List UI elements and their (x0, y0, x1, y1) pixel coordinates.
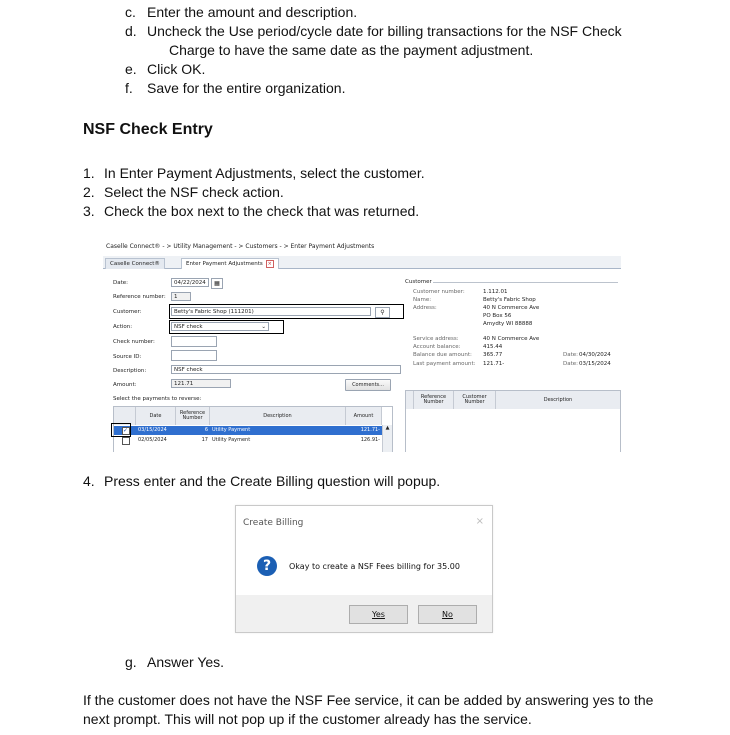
grid-scrollbar[interactable]: ▲ (382, 425, 392, 452)
date-label: Date: (113, 280, 128, 286)
step-2: 2. Select the NSF check action. (83, 184, 284, 200)
source-id-label: Source ID: (113, 354, 142, 360)
due-date-value: 04/30/2024 (579, 352, 611, 358)
step-1: 1. In Enter Payment Adjustments, select the customer. (83, 165, 425, 181)
row-checkbox[interactable] (122, 437, 130, 445)
select-payments-label: Select the payments to reverse: (113, 396, 202, 402)
question-icon: ? (257, 556, 277, 576)
payment-row[interactable]: 02/05/2024 17 Utility Payment 126.91- (114, 436, 382, 445)
service-address-label: Service address: (413, 336, 459, 342)
last-payment-date-label: Date: (563, 361, 578, 367)
close-tab-icon[interactable]: × (267, 260, 272, 267)
comments-button[interactable]: Comments... (345, 379, 391, 391)
dialog-message: Okay to create a NSF Fees billing for 35.00 (289, 562, 460, 571)
section-heading: NSF Check Entry (83, 121, 213, 138)
name-label: Name: (413, 297, 432, 303)
grid-header-customer-number[interactable]: Customer Number (454, 391, 496, 409)
customer-number-label: Customer number: (413, 289, 465, 295)
action-select[interactable]: NSF check ⌄ (171, 322, 269, 331)
customer-section-title: Customer (405, 279, 432, 285)
grid-header-description[interactable]: Description (496, 391, 620, 409)
grid-header-date[interactable]: Date (136, 407, 176, 425)
closing-line-2: next prompt. This will not pop up if the customer already has the service. (83, 711, 532, 727)
dialog-title: Create Billing (243, 518, 304, 528)
step-e: e. Click OK. (125, 61, 206, 77)
step-4: 4. Press enter and the Create Billing question will popup. (83, 473, 441, 489)
tab-home[interactable]: Caselle Connect® (105, 258, 165, 269)
address-label: Address: (413, 305, 437, 311)
dialog-footer (236, 595, 492, 632)
grid-header-reference[interactable]: Reference Number (414, 391, 454, 409)
close-icon[interactable]: × (475, 516, 484, 527)
step-d: d. Uncheck the Use period/cycle date for billing transactions for the NSF Check (125, 23, 622, 39)
step-g: g. Answer Yes. (125, 654, 225, 670)
account-balance-value: 415.44 (483, 344, 503, 350)
check-number-label: Check number: (113, 339, 155, 345)
balance-due-value: 365.77 (483, 352, 503, 358)
customer-number-value: 1.112.01 (483, 289, 508, 295)
grid-header-amount[interactable]: Amount (346, 407, 382, 425)
create-billing-dialog (235, 505, 493, 633)
description-label: Description: (113, 368, 147, 374)
amount-label: Amount: (113, 382, 137, 388)
step-3: 3. Check the box next to the check that was returned. (83, 203, 420, 219)
tab-enter-payment-adjustments[interactable]: Enter Payment Adjustments × (181, 258, 279, 269)
description-field[interactable]: NSF check (171, 365, 401, 374)
no-button[interactable]: No (418, 605, 477, 624)
address-line-2: PO Box 56 (483, 313, 512, 319)
reference-number-field[interactable]: 1 (171, 292, 191, 301)
binoculars-icon[interactable]: ⚲ (375, 307, 390, 318)
name-value: Betty's Fabric Shop (483, 297, 536, 303)
calendar-icon[interactable]: ▦ (211, 278, 223, 289)
grid-header-select (406, 391, 414, 409)
payment-row[interactable]: ✓ 03/15/2024 6 Utility Payment 121.71- (114, 426, 382, 435)
balance-due-label: Balance due amount: (413, 352, 472, 358)
source-id-field[interactable] (171, 350, 217, 361)
step-d-continued: Charge to have the same date as the payment adjustment. (169, 42, 534, 58)
reference-number-label: Reference number: (113, 294, 166, 300)
closing-line-1: If the customer does not have the NSF Fee service, it can be added by answering yes to the (83, 692, 654, 708)
yes-button[interactable]: Yes (349, 605, 408, 624)
customer-label: Customer: (113, 309, 142, 315)
customer-field[interactable]: Betty's Fabric Shop (111201) (171, 307, 371, 316)
grid-header-reference[interactable]: Reference Number (176, 407, 210, 425)
last-payment-value: 121.71- (483, 361, 505, 367)
account-balance-label: Account balance: (413, 344, 461, 350)
address-line-3: Amydty WI 88888 (483, 321, 533, 327)
step-f: f. Save for the entire organization. (125, 80, 346, 96)
due-date-label: Date: (563, 352, 578, 358)
breadcrumb: Caselle Connect® - > Utility Management - > Customers - > Enter Payment Adjustments (106, 243, 375, 250)
checkbox-highlight (111, 423, 131, 437)
payment-adjustments-screenshot (103, 240, 621, 452)
tab-bar (103, 256, 621, 269)
service-address-value: 40 N Commerce Ave (483, 336, 540, 342)
check-number-field[interactable] (171, 336, 217, 347)
address-line-1: 40 N Commerce Ave (483, 305, 540, 311)
amount-field[interactable]: 121.71 (171, 379, 231, 388)
section-divider (433, 282, 618, 283)
last-payment-date-value: 03/15/2024 (579, 361, 611, 367)
action-label: Action: (113, 324, 133, 330)
step-c: c. Enter the amount and description. (125, 4, 358, 20)
last-payment-label: Last payment amount: (413, 361, 476, 367)
payments-grid (113, 406, 393, 452)
reference-grid (405, 390, 621, 452)
grid-header-description[interactable]: Description (210, 407, 346, 425)
date-field[interactable]: 04/22/2024 (171, 278, 209, 287)
chevron-down-icon: ⌄ (261, 324, 266, 330)
